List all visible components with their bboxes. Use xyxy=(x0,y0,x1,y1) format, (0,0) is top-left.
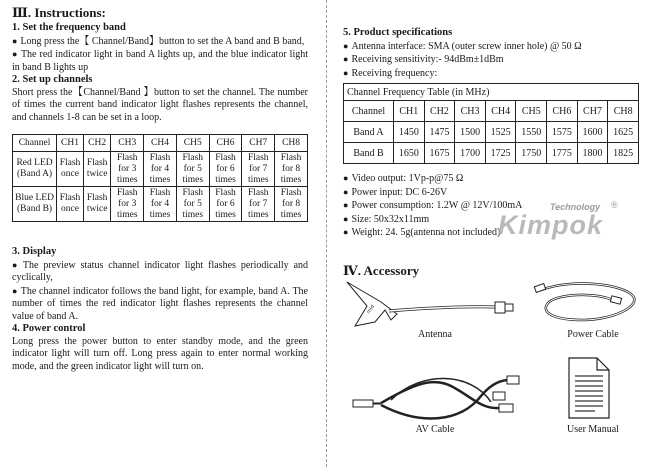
page-divider xyxy=(326,0,327,467)
table-cell: Blue LED (Band B) xyxy=(13,187,57,222)
table-cell: Flash for 6 times xyxy=(209,152,242,187)
spec-sensitivity: ● Receiving sensitivity:- 94dBm±1dBm xyxy=(343,53,639,67)
table-header-cell: CH4 xyxy=(485,101,516,122)
table-cell: Flash for 7 times xyxy=(242,187,275,222)
table-header-cell: CH6 xyxy=(547,101,578,122)
table-cell: 1700 xyxy=(455,143,486,164)
antenna-illustration xyxy=(345,280,517,330)
table-cell: 1600 xyxy=(577,122,608,143)
table-cell: Band A xyxy=(344,122,394,143)
table-cell: Flash for 4 times xyxy=(144,187,177,222)
table-header-cell: Channel xyxy=(13,135,57,152)
table-cell: 1750 xyxy=(516,143,547,164)
table-cell: 1650 xyxy=(394,143,425,164)
table-cell: Flash once xyxy=(57,187,84,222)
logo-registered-mark: ® xyxy=(611,200,618,210)
table-cell: 1725 xyxy=(485,143,516,164)
spec-power-input: ● Power input: DC 6-26V xyxy=(343,186,639,200)
table-cell: Flash for 8 times xyxy=(275,152,308,187)
av-cable-illustration xyxy=(351,366,521,426)
table-row xyxy=(13,187,308,222)
spec-video: ● Video output: 1Vp-p@75 Ω xyxy=(343,172,639,186)
accessory-label-user-manual: User Manual xyxy=(567,424,619,435)
section-3-bullet-1: ● The preview status channel indicator light flashes periodically and cyclically, xyxy=(12,259,308,285)
spec-weight: ● Weight: 24. 5g(antenna not included) xyxy=(343,226,639,240)
table-header-cell: CH8 xyxy=(608,101,639,122)
spec-power-consumption: ● Power consumption: 1.2W @ 12V/100mA xyxy=(343,199,639,213)
channel-led-table xyxy=(12,134,308,222)
accessory-label-antenna: Antenna xyxy=(418,329,452,340)
table-cell: Flash twice xyxy=(83,152,110,187)
table-header-cell: Channel xyxy=(344,101,394,122)
table-cell: 1550 xyxy=(516,122,547,143)
spec-antenna: ● Antenna interface: SMA (outer screw inner hole) @ 50 Ω xyxy=(343,40,639,54)
table-cell: 1675 xyxy=(424,143,455,164)
section-1-title: 1. Set the frequency band xyxy=(12,22,126,33)
table-cell: Flash twice xyxy=(83,187,110,222)
table-header-cell: CH5 xyxy=(516,101,547,122)
table-cell: Flash for 3 times xyxy=(111,187,144,222)
table-header-cell: CH6 xyxy=(209,135,242,152)
frequency-table-caption: Channel Frequency Table (in MHz) xyxy=(344,84,639,101)
section-3-bullet-2: ● The channel indicator follows the band light, for example, band A. The number of times the red indicator light flashes represents the channel value of band A. xyxy=(12,285,308,324)
table-cell: 1575 xyxy=(547,122,578,143)
table-header-cell: CH5 xyxy=(176,135,209,152)
spec-frequency: ● Receiving frequency: xyxy=(343,67,639,81)
table-cell: 1825 xyxy=(608,143,639,164)
svg-text:mid: mid xyxy=(365,303,377,316)
specs-title: 5. Product specifications xyxy=(343,27,453,38)
table-cell: Band B xyxy=(344,143,394,164)
table-cell: Flash for 6 times xyxy=(209,187,242,222)
section-4-title: 4. Power control xyxy=(12,323,86,334)
table-header-cell: CH3 xyxy=(455,101,486,122)
table-cell: Red LED (Band A) xyxy=(13,152,57,187)
table-cell: Flash for 4 times xyxy=(144,152,177,187)
table-row xyxy=(344,122,639,143)
table-cell: Flash for 5 times xyxy=(176,152,209,187)
user-manual-illustration xyxy=(567,356,611,420)
accessory-label-av-cable: AV Cable xyxy=(415,424,455,435)
power-cable-illustration xyxy=(533,276,643,328)
section-1-bullet-1: ● Long press the【 Channel/Band】button to set the A band and B band, xyxy=(12,35,308,49)
section-4-text: Long press the power button to enter standby mode, and the green indicator light will turn off. Long press again to enter normal working mode, and the green indicator light will turn on. xyxy=(12,335,308,372)
table-cell: 1525 xyxy=(485,122,516,143)
logo-small-text: Technology xyxy=(550,202,601,212)
logo-main-text: Kimpok xyxy=(498,210,604,240)
table-cell: Flash for 8 times xyxy=(275,187,308,222)
table-header-cell: CH1 xyxy=(394,101,425,122)
table-header-cell: CH2 xyxy=(83,135,110,152)
section-2-text: Short press the【Channel/Band 】button to set the channel. The number of times the current band indicator light flashes represents the channel, and channels 1-8 can be set in a loop. xyxy=(12,86,308,123)
table-cell: 1800 xyxy=(577,143,608,164)
table-header-row xyxy=(344,101,639,122)
instructions-column xyxy=(12,0,308,467)
table-cell: Flash once xyxy=(57,152,84,187)
table-cell: 1775 xyxy=(547,143,578,164)
frequency-table xyxy=(343,83,639,164)
table-header-cell: CH4 xyxy=(144,135,177,152)
section-1-bullet-2: ● The red indicator light in band A lights up, and the blue indicator light in band B lights up xyxy=(12,48,308,74)
table-header-row xyxy=(13,135,308,152)
section-2-title: 2. Set up channels xyxy=(12,74,93,85)
specs-column xyxy=(343,0,639,467)
instructions-heading: Ⅲ. Instructions: xyxy=(12,5,106,20)
table-cell: 1450 xyxy=(394,122,425,143)
table-header-cell: CH7 xyxy=(577,101,608,122)
table-row xyxy=(344,143,639,164)
spec-size: ● Size: 50x32x11mm xyxy=(343,213,639,227)
table-row xyxy=(13,152,308,187)
accessory-label-power-cable: Power Cable xyxy=(567,329,619,340)
table-header-cell: CH2 xyxy=(424,101,455,122)
table-header-cell: CH8 xyxy=(275,135,308,152)
table-cell: 1475 xyxy=(424,122,455,143)
table-header-cell: CH7 xyxy=(242,135,275,152)
table-cell: Flash for 5 times xyxy=(176,187,209,222)
table-cell: 1500 xyxy=(455,122,486,143)
table-cell: Flash for 7 times xyxy=(242,152,275,187)
table-cell: 1625 xyxy=(608,122,639,143)
table-cell: Flash for 3 times xyxy=(111,152,144,187)
accessory-heading: Ⅳ. Accessory xyxy=(343,263,420,278)
table-header-cell: CH3 xyxy=(111,135,144,152)
table-header-cell: CH1 xyxy=(57,135,84,152)
section-3-title: 3. Display xyxy=(12,246,57,257)
